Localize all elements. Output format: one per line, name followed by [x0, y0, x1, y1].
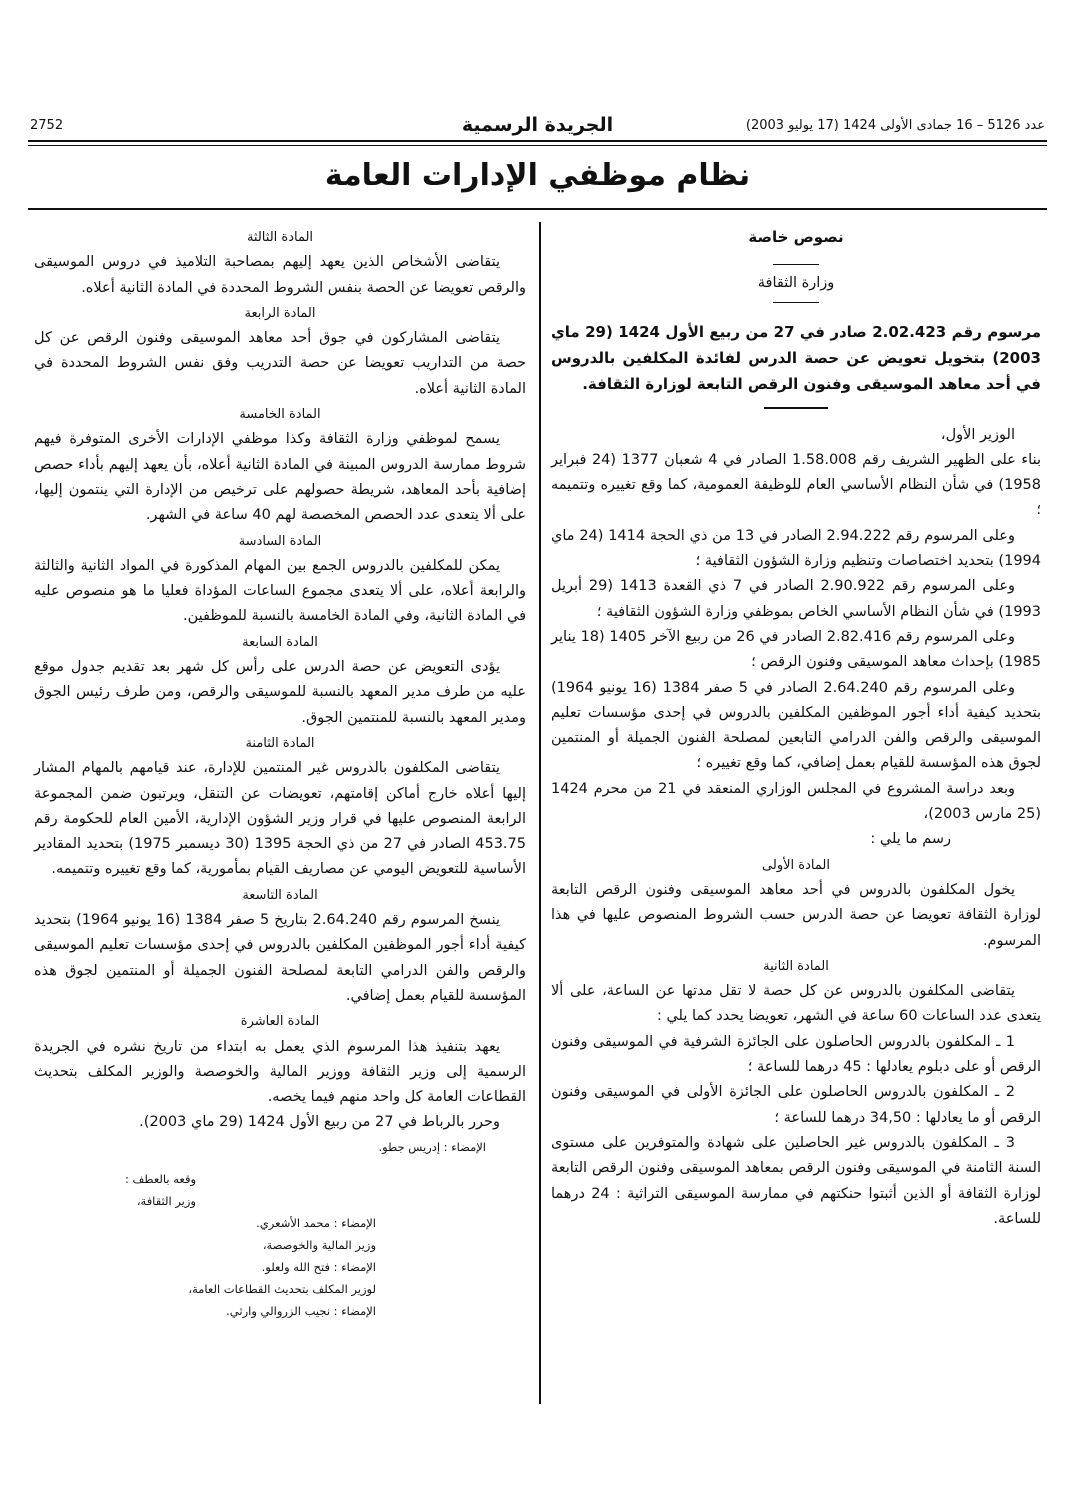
countersigner-title: لوزير المكلف بتحديث القطاعات العامة،: [188, 1281, 376, 1296]
article-title: المادة الأولى: [762, 857, 830, 873]
section-title: نظام موظفي الإدارات العامة: [324, 158, 751, 193]
article-text: يتقاضى الأشخاص الذين يعهد إليهم بمصاحبة التلاميذ في دروس الموسيقى والرقص تعويضا عن الحصة بنفس الشروط المحددة في المادة الثانية أعلاه.: [34, 254, 526, 296]
page-number: 2752: [30, 118, 64, 133]
list-item: 1 ـ المكلفون بالدروس الحاصلون على الجائزة الشرفية في الموسيقى وفنون الرقص أو على دبلوم يعادلها : 45 درهما للساعة ؛: [551, 1033, 1041, 1076]
section-rule: [28, 208, 1047, 210]
article-text: يتقاضى المكلفون بالدروس عن كل حصة لا تقل مدتها عن الساعة، على ألا يتعدى عدد الساعات 60 ساعة في الشهر، تعويضا يحدد كما يلي :: [551, 983, 1041, 1025]
countersigner-title: وزير الثقافة،: [136, 1193, 196, 1208]
article-title: المادة الرابعة: [244, 305, 316, 321]
list-item: 3 ـ المكلفون بالدروس غير الحاصلين على شهادة والمتوفرين على مستوى السنة الثامنة في الموسيقى وفنون الرقص بمعاهد الموسيقى وفنون الرقص التابعة لوزارة الثقافة أو الذين أثبتوا حنكتهم في ممارسة الموسيقى التراثية : 24 درهما للساعة.: [551, 1134, 1041, 1227]
pm-signature: الإمضاء : إدريس جطو.: [378, 1139, 486, 1154]
recital: وعلى المرسوم رقم 2.82.416 الصادر في 26 من ربيع الآخر 1405 (18 يناير 1985) بإحداث معاهد الموسيقى وفنون الرقص ؛: [551, 628, 1041, 671]
article-title: المادة الخامسة: [239, 407, 321, 423]
countersign-label: وقعه بالعطف :: [124, 1171, 196, 1186]
journal-name: الجريدة الرسمية: [461, 114, 614, 136]
article-text: يتقاضى المكلفون بالدروس غير المنتمين للإدارة، عند قيامهم بالمهام المشار إليها أعلاه خارج أماكن إقامتهم، تعويضات عن التنقل، ويرتبون ضمن المجموعة الرابعة المنصوص عليها في قرار وزير الشؤون الإدارية، الأمين العام للحكومة رقم 453.75 الصادر في 27 من ذي الحجة 1395 (30 ديسمبر 1975) بتحديد المقادير الأساسية للتعويض اليومي عن مصاريف القيام بمأمورية، كما وقع تغييره وتتميمه.: [34, 760, 526, 878]
article-title: المادة السابعة: [242, 634, 318, 650]
article-title: المادة العاشرة: [240, 1014, 320, 1030]
decree-title: مرسوم رقم 2.02.423 صادر في 27 من ربيع الأول 1424 (29 ماي 2003) بتخويل تعويض عن حصة الدرس لفائدة المكلفين بالدروس في أحد معاهد الموسيقى وفنون الرقص التابعة لوزارة الثقافة.: [551, 322, 1042, 393]
decreed-line: رسم ما يلي :: [870, 831, 951, 848]
article-text: يؤدى التعويض عن حصة الدرس على رأس كل شهر بعد تقديم جدول موقع عليه من طرف مدير المعهد بالنسبة للموسيقى والرقص، ومن طرف رئيس الجوق ومدير المعهد بالنسبة للمنتمين الجوق.: [34, 659, 526, 726]
article-title: المادة الثانية: [763, 958, 829, 974]
article-title: المادة السادسة: [238, 533, 322, 549]
ministry-name: وزارة الثقافة: [757, 275, 835, 292]
divider: [764, 407, 828, 409]
recital: وعلى المرسوم رقم 2.90.922 الصادر في 7 ذي القعدة 1413 (29 أبريل 1993) في شأن النظام الأساسي الخاص بموظفي وزارة الشؤون الثقافية ؛: [551, 578, 1041, 620]
countersigner-signature: الإمضاء : فتح الله ولعلو.: [261, 1259, 376, 1274]
article-title: المادة الثالثة: [246, 230, 314, 245]
left-column: [34, 225, 526, 1322]
recital: وعلى المرسوم رقم 2.94.222 الصادر في 13 من ذي الحجة 1414 (24 ماي 1994) بتحديد اختصاصات وتنظيم وزارة الشؤون الثقافية ؛: [551, 527, 1041, 570]
divider: [773, 264, 819, 265]
header-rule: [28, 140, 1047, 142]
article-text: يسمح لموظفي وزارة الثقافة وكذا موظفي الإدارات الأخرى المتوفرة فيهم شروط ممارسة الدروس المبينة في المادة الثانية أعلاه، بأن يعهد إليهم بأداء حصص إضافية بأحد المعاهد، شريطة حصولهم على ترخيص من الإدارة التي ينتمون إليها، على ألا يتعدى عدد الحصص المخصصة لهم 40 ساعة في الشهر.: [34, 431, 526, 524]
article-text: يعهد بتنفيذ هذا المرسوم الذي يعمل به ابتداء من تاريخ نشره في الجريدة الرسمية إلى وزير الثقافة ووزير المالية والخوصصة والوزير المكلف بتحديث القطاعات العامة كل واحد منهم فيما يخصه.: [34, 1038, 526, 1106]
countersigner-signature: الإمضاء : محمد الأشعري.: [256, 1215, 376, 1230]
special-texts-heading: نصوص خاصة: [748, 228, 844, 246]
article-text: يتقاضى المشاركون في جوق أحد معاهد الموسيقى وفنون الرقص عن كل حصة من التداريب تعويضا عن حصة التدريب وفق نفس الشروط المحددة في المادة الثانية أعلاه.: [34, 330, 526, 397]
recital: وبعد دراسة المشروع في المجلس الوزاري المنعقد في 21 من محرم 1424 (25 مارس 2003)،: [551, 780, 1041, 823]
divider: [773, 302, 819, 303]
done-at: وحرر بالرباط في 27 من ربيع الأول 1424 (29 ماي 2003).: [139, 1114, 500, 1131]
article-text: يخول المكلفون بالدروس في أحد معاهد الموسيقى وفنون الرقص التابعة لوزارة الثقافة تعويضا عن حصة الدرس حسب الشروط المنصوص عليها في هذا المرسوم.: [551, 881, 1041, 949]
header-rule-thin: [28, 145, 1047, 146]
right-column: [551, 225, 1041, 1232]
recital: بناء على الظهير الشريف رقم 1.58.008 الصادر في 4 شعبان 1377 (24 فبراير 1958) في شأن النظام الأساسي العام للوظيفة العمومية، كما وقع تغييره وتتميمه ؛: [551, 451, 1041, 519]
article-text: يمكن للمكلفين بالدروس الجمع بين المهام المذكورة في المواد الثانية والثالثة والرابعة أعلاه، على ألا يتعدى مجموع الساعات المؤداة فعليا ما هو منصوص عليه في المادة الثانية، وفي المادة الخامسة بالنسبة للموظفين.: [34, 557, 526, 625]
column-divider: [539, 222, 541, 1404]
issue-info: عدد 5126 – 16 جمادى الأولى 1424 (17 يوليو 2003): [745, 118, 1045, 133]
article-text: ينسخ المرسوم رقم 2.64.240 بتاريخ 5 صفر 1384 (16 يونيو 1964) بتحديد كيفية أداء أجور الموظفين المكلفين بالدروس في إحدى مؤسسات تعليم الموسيقى والرقص والفن الدرامي التابعة لمصلحة الفنون الجميلة أو المنتمين لجوق هذه المؤسسة للقيام بعمل إضافي.: [34, 912, 526, 1004]
prime-minister: الوزير الأول،: [940, 426, 1015, 443]
list-item: 2 ـ المكلفون بالدروس الحاصلون على الجائزة الأولى في الموسيقى وفنون الرقص أو ما يعادلها : 34,50 درهما للساعة ؛: [551, 1084, 1041, 1126]
countersigner-title: وزير المالية والخوصصة،: [262, 1237, 376, 1252]
article-title: المادة التاسعة: [242, 887, 318, 903]
article-title: المادة الثامنة: [245, 735, 315, 751]
recital: وعلى المرسوم رقم 2.64.240 الصادر في 5 صفر 1384 (16 يونيو 1964) بتحديد كيفية أداء أجور الموظفين المكلفين بالدروس في إحدى مؤسسات تعليم الموسيقى والرقص والفن الدرامي التابعين لمصلحة الفنون الجميلة أو المنتمين لجوق هذه المؤسسة للقيام بعمل إضافي، كما وقع تغييره ؛: [551, 679, 1041, 772]
countersigner-signature: الإمضاء : نجيب الزروالي وارثي.: [226, 1303, 376, 1318]
